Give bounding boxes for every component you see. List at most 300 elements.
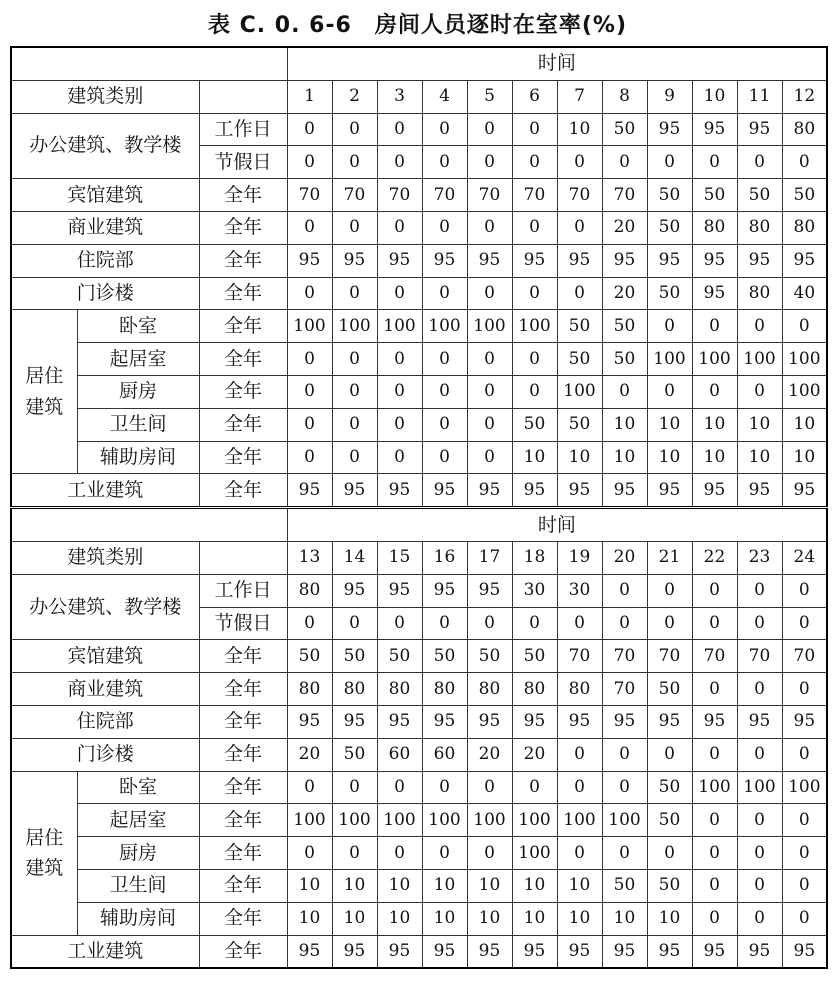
table-row (11, 277, 827, 310)
rate-cell: 0 (647, 146, 692, 179)
hour-label: 2 (332, 80, 377, 113)
category-cell: 住院部 (11, 244, 199, 277)
category-cell: 辅助房间 (77, 902, 199, 935)
rate-cell: 50 (332, 738, 377, 771)
table-row (11, 310, 827, 343)
time-header-row (11, 47, 827, 80)
rate-cell: 0 (467, 408, 512, 441)
rate-cell: 0 (377, 607, 422, 640)
rate-cell: 0 (737, 902, 782, 935)
hour-label: 16 (422, 541, 467, 574)
rate-cell: 10 (782, 408, 827, 441)
rate-cell: 100 (467, 804, 512, 837)
rate-cell: 0 (467, 343, 512, 376)
rate-cell: 70 (422, 179, 467, 212)
rate-cell: 0 (377, 441, 422, 474)
period-cell: 全年 (199, 211, 287, 244)
rate-cell: 20 (602, 277, 647, 310)
period-cell: 全年 (199, 738, 287, 771)
rate-cell: 0 (557, 146, 602, 179)
rate-cell: 0 (782, 574, 827, 607)
table-row (11, 837, 827, 870)
hour-label: 23 (737, 541, 782, 574)
rate-cell: 95 (692, 474, 737, 508)
rate-cell: 0 (692, 146, 737, 179)
rate-cell: 95 (602, 935, 647, 968)
rate-cell: 0 (287, 837, 332, 870)
rate-cell: 0 (467, 837, 512, 870)
rate-cell: 100 (287, 804, 332, 837)
rate-cell: 0 (782, 869, 827, 902)
rate-cell: 0 (782, 902, 827, 935)
rate-cell: 0 (692, 738, 737, 771)
rate-cell: 10 (377, 902, 422, 935)
rate-cell: 95 (332, 244, 377, 277)
rate-cell: 95 (332, 705, 377, 738)
rate-cell: 0 (512, 771, 557, 804)
table-row (11, 738, 827, 771)
rate-cell: 0 (332, 343, 377, 376)
rate-cell: 10 (287, 902, 332, 935)
rate-cell: 100 (782, 375, 827, 408)
rate-cell: 95 (422, 574, 467, 607)
rate-cell: 0 (422, 113, 467, 146)
table-row (11, 902, 827, 935)
hour-label: 22 (692, 541, 737, 574)
category-cell: 宾馆建筑 (11, 179, 199, 212)
rate-cell: 0 (422, 375, 467, 408)
table-row (11, 640, 827, 673)
rate-cell: 10 (602, 902, 647, 935)
rate-cell: 100 (512, 310, 557, 343)
rate-cell: 95 (377, 474, 422, 508)
rate-cell: 0 (737, 146, 782, 179)
table-row (11, 935, 827, 968)
rate-cell: 0 (512, 211, 557, 244)
rate-cell: 95 (287, 705, 332, 738)
rate-cell: 50 (467, 640, 512, 673)
rate-cell: 95 (647, 244, 692, 277)
table-row (11, 869, 827, 902)
hour-label: 17 (467, 541, 512, 574)
rate-cell: 0 (332, 375, 377, 408)
hour-label: 12 (782, 80, 827, 113)
hour-label: 20 (602, 541, 647, 574)
rate-cell: 100 (602, 804, 647, 837)
rate-cell: 50 (602, 310, 647, 343)
rate-cell: 95 (512, 935, 557, 968)
rate-cell: 0 (287, 113, 332, 146)
time-header: 时间 (287, 508, 827, 542)
rate-cell: 0 (287, 607, 332, 640)
rate-cell: 0 (332, 607, 377, 640)
period-cell: 全年 (199, 640, 287, 673)
rate-cell: 0 (737, 837, 782, 870)
category-cell: 起居室 (77, 343, 199, 376)
rate-cell: 70 (557, 179, 602, 212)
period-cell: 全年 (199, 771, 287, 804)
period-cell: 全年 (199, 441, 287, 474)
rate-cell: 70 (647, 640, 692, 673)
rate-cell: 95 (692, 935, 737, 968)
rate-cell: 20 (512, 738, 557, 771)
rate-cell: 0 (782, 310, 827, 343)
rate-cell: 0 (332, 211, 377, 244)
rate-cell: 10 (512, 902, 557, 935)
rate-cell: 0 (647, 574, 692, 607)
period-cell: 节假日 (199, 607, 287, 640)
rate-cell: 100 (287, 310, 332, 343)
hours-row (11, 80, 827, 113)
rate-cell: 0 (377, 343, 422, 376)
table-row (11, 113, 827, 146)
rate-cell: 10 (782, 441, 827, 474)
rate-cell: 0 (692, 902, 737, 935)
rate-cell: 10 (737, 408, 782, 441)
rate-cell: 30 (512, 574, 557, 607)
period-cell: 节假日 (199, 146, 287, 179)
rate-cell: 95 (782, 474, 827, 508)
rate-cell: 95 (602, 474, 647, 508)
rate-cell: 0 (377, 277, 422, 310)
rate-cell: 80 (557, 673, 602, 706)
rate-cell: 70 (377, 179, 422, 212)
hours-row (11, 541, 827, 574)
rate-cell: 95 (782, 935, 827, 968)
rate-cell: 50 (647, 804, 692, 837)
rate-cell: 0 (332, 771, 377, 804)
period-cell: 全年 (199, 244, 287, 277)
period-cell: 全年 (199, 474, 287, 508)
rate-cell: 0 (422, 441, 467, 474)
period-cell: 全年 (199, 673, 287, 706)
time-header: 时间 (287, 47, 827, 80)
rate-cell: 95 (557, 705, 602, 738)
rate-cell: 95 (287, 244, 332, 277)
category-cell: 住院部 (11, 705, 199, 738)
rate-cell: 50 (647, 179, 692, 212)
rate-cell: 0 (737, 310, 782, 343)
rate-cell: 10 (557, 869, 602, 902)
rate-cell: 0 (647, 738, 692, 771)
rate-cell: 95 (557, 935, 602, 968)
rate-cell: 95 (467, 244, 512, 277)
rate-cell: 80 (692, 211, 737, 244)
rate-cell: 95 (467, 935, 512, 968)
rate-cell: 0 (422, 607, 467, 640)
rate-cell: 95 (422, 244, 467, 277)
category-cell: 工业建筑 (11, 474, 199, 508)
rate-cell: 10 (647, 902, 692, 935)
rate-cell: 0 (692, 574, 737, 607)
category-cell: 厨房 (77, 375, 199, 408)
rate-cell: 95 (332, 474, 377, 508)
rate-cell: 100 (692, 771, 737, 804)
rate-cell: 95 (332, 574, 377, 607)
rate-cell: 95 (512, 705, 557, 738)
category-cell: 商业建筑 (11, 673, 199, 706)
rate-cell: 20 (287, 738, 332, 771)
rate-cell: 0 (557, 837, 602, 870)
rate-cell: 100 (512, 804, 557, 837)
rate-cell: 95 (692, 244, 737, 277)
rate-cell: 95 (377, 935, 422, 968)
rate-cell: 95 (557, 474, 602, 508)
rate-cell: 50 (287, 640, 332, 673)
rate-cell: 95 (692, 705, 737, 738)
rate-cell: 95 (467, 474, 512, 508)
rate-cell: 70 (287, 179, 332, 212)
rate-cell: 70 (332, 179, 377, 212)
hour-label: 21 (647, 541, 692, 574)
rate-cell: 0 (692, 607, 737, 640)
table-row (11, 804, 827, 837)
hour-label: 14 (332, 541, 377, 574)
rate-cell: 50 (647, 869, 692, 902)
rate-cell: 0 (782, 146, 827, 179)
rate-cell: 100 (557, 375, 602, 408)
table-row (11, 574, 827, 607)
rate-cell: 50 (557, 343, 602, 376)
rate-cell: 0 (512, 375, 557, 408)
rate-cell: 0 (422, 211, 467, 244)
period-cell: 全年 (199, 179, 287, 212)
table-row (11, 441, 827, 474)
rate-cell: 50 (692, 179, 737, 212)
rate-cell: 100 (332, 804, 377, 837)
time-header-row (11, 508, 827, 542)
rate-cell: 0 (647, 310, 692, 343)
rate-cell: 80 (287, 574, 332, 607)
rate-cell: 100 (512, 837, 557, 870)
rate-cell: 0 (602, 607, 647, 640)
rate-cell: 0 (287, 771, 332, 804)
rate-cell: 0 (512, 277, 557, 310)
rate-cell: 10 (332, 869, 377, 902)
table-row (11, 771, 827, 804)
rate-cell: 10 (467, 869, 512, 902)
hour-label: 24 (782, 541, 827, 574)
hour-label: 3 (377, 80, 422, 113)
rate-cell: 0 (287, 408, 332, 441)
rate-cell: 70 (692, 640, 737, 673)
period-cell: 全年 (199, 310, 287, 343)
rate-cell: 0 (737, 574, 782, 607)
rate-cell: 95 (737, 244, 782, 277)
rate-cell: 0 (467, 375, 512, 408)
rate-cell: 100 (332, 310, 377, 343)
rate-cell: 0 (602, 738, 647, 771)
rate-cell: 0 (692, 673, 737, 706)
category-cell: 商业建筑 (11, 211, 199, 244)
table-row (11, 343, 827, 376)
rate-cell: 95 (602, 705, 647, 738)
rate-cell: 0 (782, 673, 827, 706)
blank-corner-cell (11, 508, 287, 542)
rate-cell: 80 (332, 673, 377, 706)
rate-cell: 10 (692, 408, 737, 441)
rate-cell: 50 (332, 640, 377, 673)
hour-label: 10 (692, 80, 737, 113)
blank-period-header (199, 541, 287, 574)
rate-cell: 50 (422, 640, 467, 673)
rate-cell: 95 (377, 574, 422, 607)
table-row (11, 211, 827, 244)
rate-cell: 0 (422, 277, 467, 310)
rate-cell: 95 (737, 935, 782, 968)
rate-cell: 0 (647, 607, 692, 640)
rate-cell: 95 (557, 244, 602, 277)
rate-cell: 0 (692, 837, 737, 870)
rate-cell: 0 (332, 441, 377, 474)
rate-cell: 10 (467, 902, 512, 935)
period-cell: 全年 (199, 277, 287, 310)
rate-cell: 0 (557, 607, 602, 640)
period-cell: 工作日 (199, 574, 287, 607)
rate-cell: 0 (512, 146, 557, 179)
rate-cell: 60 (377, 738, 422, 771)
category-cell: 卧室 (77, 771, 199, 804)
category-cell: 门诊楼 (11, 277, 199, 310)
hour-label: 19 (557, 541, 602, 574)
rate-cell: 0 (287, 211, 332, 244)
rate-cell: 0 (692, 869, 737, 902)
rate-cell: 10 (287, 869, 332, 902)
rate-cell: 0 (287, 441, 332, 474)
rate-cell: 10 (557, 902, 602, 935)
rate-cell: 0 (782, 837, 827, 870)
rate-cell: 80 (512, 673, 557, 706)
rate-cell: 95 (647, 935, 692, 968)
rate-cell: 100 (422, 804, 467, 837)
rate-cell: 0 (512, 343, 557, 376)
rate-cell: 0 (332, 146, 377, 179)
rate-cell: 100 (467, 310, 512, 343)
rate-cell: 50 (512, 640, 557, 673)
rate-cell: 0 (692, 375, 737, 408)
rate-cell: 10 (602, 441, 647, 474)
rate-cell: 10 (512, 441, 557, 474)
rate-cell: 70 (557, 640, 602, 673)
rate-cell: 0 (422, 837, 467, 870)
table-row (11, 673, 827, 706)
category-cell: 办公建筑、教学楼 (11, 113, 199, 179)
rate-cell: 0 (602, 146, 647, 179)
rate-cell: 20 (602, 211, 647, 244)
rate-cell: 70 (782, 640, 827, 673)
rate-cell: 0 (782, 607, 827, 640)
rate-cell: 0 (557, 211, 602, 244)
rate-cell: 0 (467, 771, 512, 804)
rate-cell: 100 (737, 343, 782, 376)
rate-cell: 70 (512, 179, 557, 212)
rate-cell: 70 (467, 179, 512, 212)
rate-cell: 100 (377, 310, 422, 343)
table-row (11, 705, 827, 738)
rate-cell: 0 (647, 837, 692, 870)
rate-cell: 10 (692, 441, 737, 474)
rate-cell: 10 (422, 902, 467, 935)
rate-cell: 95 (737, 474, 782, 508)
rate-cell: 0 (737, 738, 782, 771)
rate-cell: 95 (467, 574, 512, 607)
hour-label: 4 (422, 80, 467, 113)
rate-cell: 50 (377, 640, 422, 673)
rate-cell: 60 (422, 738, 467, 771)
rate-cell: 0 (377, 146, 422, 179)
rate-cell: 50 (647, 673, 692, 706)
rate-cell: 95 (692, 277, 737, 310)
rate-cell: 100 (377, 804, 422, 837)
rate-cell: 95 (377, 705, 422, 738)
rate-cell: 40 (782, 277, 827, 310)
rate-cell: 50 (602, 113, 647, 146)
rate-cell: 0 (512, 607, 557, 640)
rate-cell: 0 (692, 804, 737, 837)
rate-cell: 80 (467, 673, 512, 706)
rate-cell: 95 (287, 935, 332, 968)
rate-cell: 70 (737, 640, 782, 673)
rate-cell: 80 (782, 211, 827, 244)
rate-cell: 0 (377, 837, 422, 870)
rate-cell: 0 (602, 375, 647, 408)
rate-cell: 0 (737, 375, 782, 408)
hour-label: 6 (512, 80, 557, 113)
rate-cell: 100 (782, 771, 827, 804)
rate-cell: 100 (692, 343, 737, 376)
rate-cell: 0 (422, 343, 467, 376)
category-header: 建筑类别 (11, 541, 199, 574)
rate-cell: 0 (377, 211, 422, 244)
rate-cell: 50 (647, 277, 692, 310)
rate-cell: 10 (557, 113, 602, 146)
rate-cell: 0 (467, 211, 512, 244)
rate-cell: 10 (647, 441, 692, 474)
rate-cell: 0 (782, 804, 827, 837)
rate-cell: 10 (602, 408, 647, 441)
category-cell: 卧室 (77, 310, 199, 343)
rate-cell: 30 (557, 574, 602, 607)
rate-cell: 0 (377, 375, 422, 408)
category-cell: 卫生间 (77, 408, 199, 441)
rate-cell: 95 (647, 705, 692, 738)
category-cell: 卫生间 (77, 869, 199, 902)
category-header: 建筑类别 (11, 80, 199, 113)
rate-cell: 95 (377, 244, 422, 277)
blank-corner-cell (11, 47, 287, 80)
hour-label: 9 (647, 80, 692, 113)
period-cell: 全年 (199, 804, 287, 837)
rate-cell: 70 (602, 673, 647, 706)
period-cell: 全年 (199, 837, 287, 870)
period-cell: 全年 (199, 375, 287, 408)
rate-cell: 0 (557, 771, 602, 804)
rate-cell: 100 (782, 343, 827, 376)
rate-cell: 95 (422, 474, 467, 508)
hour-label: 15 (377, 541, 422, 574)
rate-cell: 95 (782, 705, 827, 738)
rate-cell: 95 (692, 113, 737, 146)
rate-cell: 50 (557, 310, 602, 343)
rate-cell: 50 (647, 211, 692, 244)
rate-cell: 0 (377, 771, 422, 804)
rate-cell: 10 (512, 869, 557, 902)
rate-cell: 0 (287, 343, 332, 376)
category-cell: 办公建筑、教学楼 (11, 574, 199, 640)
rate-cell: 0 (557, 738, 602, 771)
table-title: 表 C. 0. 6-6 房间人员逐时在室率(%) (207, 13, 628, 38)
category-cell: 辅助房间 (77, 441, 199, 474)
